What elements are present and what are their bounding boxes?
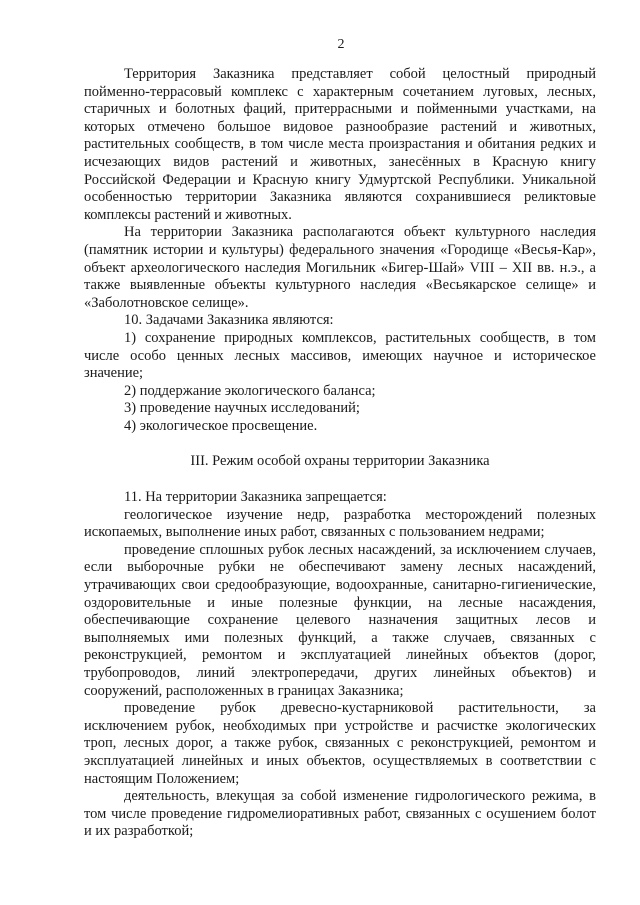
- task-item: 4) экологическое просвещение.: [124, 417, 318, 434]
- intro-paragraph-heritage: На территории Заказника располагаются объект культурного наследия (памятник истории и культуры) федерального значения «Городище «Весья-Кар», объект археологического наследия Могильник «Бигер-Шай» VIII – XII вв. н.э., а также выявленные объекты культурного наследия «Весьякарское селище» и «Заболотновское селище».: [84, 224, 596, 311]
- prohibited-item: проведение рубок древесно-кустарниковой растительности, за исключением рубок, необходимых при устройстве и расчистке экологических троп, лесных дорог, а также рубок, связанных с реконструкцией, ремонтом и эксплуатацией линейных и иных объектов, осуществляемых в соответствии с настоящим Положением;: [84, 700, 596, 787]
- tasks-heading: 10. Задачами Заказника являются:: [124, 312, 334, 329]
- prohibited-item: деятельность, влекущая за собой изменение гидрологического режима, в том числе проведение гидромелиоративных работ, связанных с осушением болот и их разработкой;: [84, 788, 596, 840]
- intro-paragraph-territory: Территория Заказника представляет собой целостный природный пойменно-террасовый комплекс с характерным сочетанием луговых, лесных, старичных и болотных фаций, притеррасными и пойменными участками, на которых отмечено большое видовое разнообразие растений и животных, растительных сообществ, в том числе места произрастания и обитания редких и исчезающих видов растений и животных, занесённых в Красную книгу Российской Федерации и Красную книгу Удмуртской Республики. Уникальной особенностью территории Заказника являются сохранившиеся реликтовые комплексы растений и животных.: [84, 66, 596, 223]
- task-item: 1) сохранение природных комплексов, растительных сообществ, в том числе особо ценных лесных массивов, имеющих научное и историческое значение;: [84, 329, 596, 382]
- page-number: 2: [337, 37, 345, 52]
- task-item: 3) проведение научных исследований;: [124, 400, 360, 417]
- task-item: 2) поддержание экологического баланса;: [124, 382, 376, 399]
- prohibited-item: геологическое изучение недр, разработка месторождений полезных ископаемых, выполнение иных работ, связанных с пользованием недрами;: [84, 506, 596, 541]
- prohibited-heading: 11. На территории Заказника запрещается:: [124, 489, 387, 506]
- prohibited-item: проведение сплошных рубок лесных насаждений, за исключением случаев, если выборочные рубки не обеспечивают замену лесных насаждений, утрачивающих свои средообразующие, водоохранные, санитарно-гигиенические, оздоровительные и иные полезные функции, на лесные насаждения, обеспечивающие сохранение целевого назначения защитных лесов и выполняемых ими полезных функций, а также случаев, связанных с реконструкцией, ремонтом и эксплуатацией линейных объектов (дорог, трубопроводов, линий электропередачи, других линейных объектов) и сооружений, расположенных в границах Заказника;: [84, 541, 596, 699]
- section-title: III. Режим особой охраны территории Заказника: [190, 453, 490, 470]
